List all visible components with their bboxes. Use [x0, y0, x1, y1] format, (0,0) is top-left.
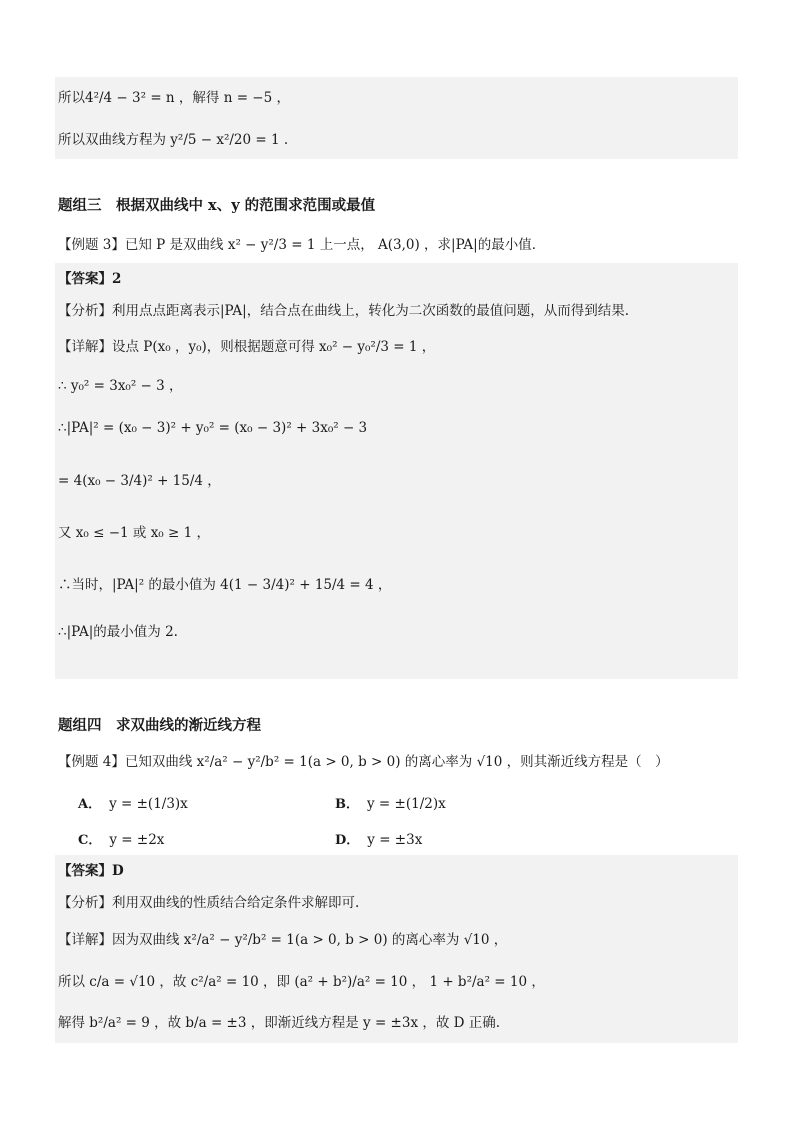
example3-detail-line: ∴当时，|PA|² 的最小值为 4(1 − 3/4)² + 15/4 = 4 ，: [58, 577, 392, 593]
option-letter: C．: [78, 833, 102, 848]
carry-line-1: 所以4²/4 − 3² = n ，解得 n = −5 ，: [58, 90, 290, 106]
option-c[interactable]: [78, 829, 164, 852]
example3-detail-line: 【详解】设点 P(x₀ ，y₀)，则根据题意可得 x₀² − y₀²/3 = 1 ，: [58, 339, 436, 355]
example4-detail-line: 【详解】因为双曲线 x²/a² − y²/b² = 1(a > 0, b > 0) 的离心率为 √10 ，: [58, 932, 508, 948]
example4-detail-line: 解得 b²/a² = 9 ，故 b/a = ±3 ，即渐近线方程是 y = ±3x ，故 D 正确.: [58, 1015, 501, 1031]
example3-analysis: 【分析】利用点点距离表示|PA|，结合点在曲线上，转化为二次函数的最值问题，从而得到结果.: [58, 303, 629, 319]
example3-detail-line: ∴|PA|的最小值为 2.: [58, 624, 178, 640]
option-text: y = ±(1/3)x: [109, 796, 188, 812]
option-d[interactable]: [335, 829, 422, 852]
option-letter: A．: [78, 797, 102, 812]
example4-question: 【例题 4】已知双曲线 x²/a² − y²/b² = 1(a > 0, b > 0) 的离心率为 √10 ，则其渐近线方程是（ ）: [58, 754, 669, 770]
example4-analysis: 【分析】利用双曲线的性质结合给定条件求解即可.: [58, 895, 360, 911]
option-a[interactable]: [78, 793, 188, 816]
example3-detail-line: = 4(x₀ − 3/4)² + 15/4 ，: [58, 473, 221, 489]
option-b[interactable]: [335, 793, 446, 816]
group4-title: 题组四 求双曲线的渐近线方程: [58, 717, 261, 734]
carry-line-2: 所以双曲线方程为 y²/5 − x²/20 = 1 .: [58, 132, 289, 148]
option-letter: D．: [335, 833, 360, 848]
example3-detail-line: ∴|PA|² = (x₀ − 3)² + y₀² = (x₀ − 3)² + 3x₀² − 3: [58, 420, 368, 436]
example3-answer: 【答案】2: [58, 271, 122, 287]
example3-detail-line: ∴ y₀² = 3x₀² − 3 ，: [58, 378, 183, 394]
option-text: y = ±3x: [367, 832, 423, 848]
option-letter: B．: [335, 797, 359, 812]
example3-question: 【例题 3】已知 P 是双曲线 x² − y²/3 = 1 上一点， A(3,0) ，求|PA|的最小值．: [58, 237, 546, 253]
example3-detail-line: 又 x₀ ≤ −1 或 x₀ ≥ 1 ，: [58, 525, 210, 541]
option-text: y = ±2x: [109, 832, 165, 848]
option-text: y = ±(1/2)x: [367, 796, 446, 812]
group3-title: 题组三 根据双曲线中 x、y 的范围求范围或最值: [58, 197, 376, 214]
example4-detail-line: 所以 c/a = √10 ，故 c²/a² = 10 ，即 (a² + b²)/a² = 10 ， 1 + b²/a² = 10 ，: [58, 974, 545, 990]
example4-answer: 【答案】D: [58, 863, 124, 879]
